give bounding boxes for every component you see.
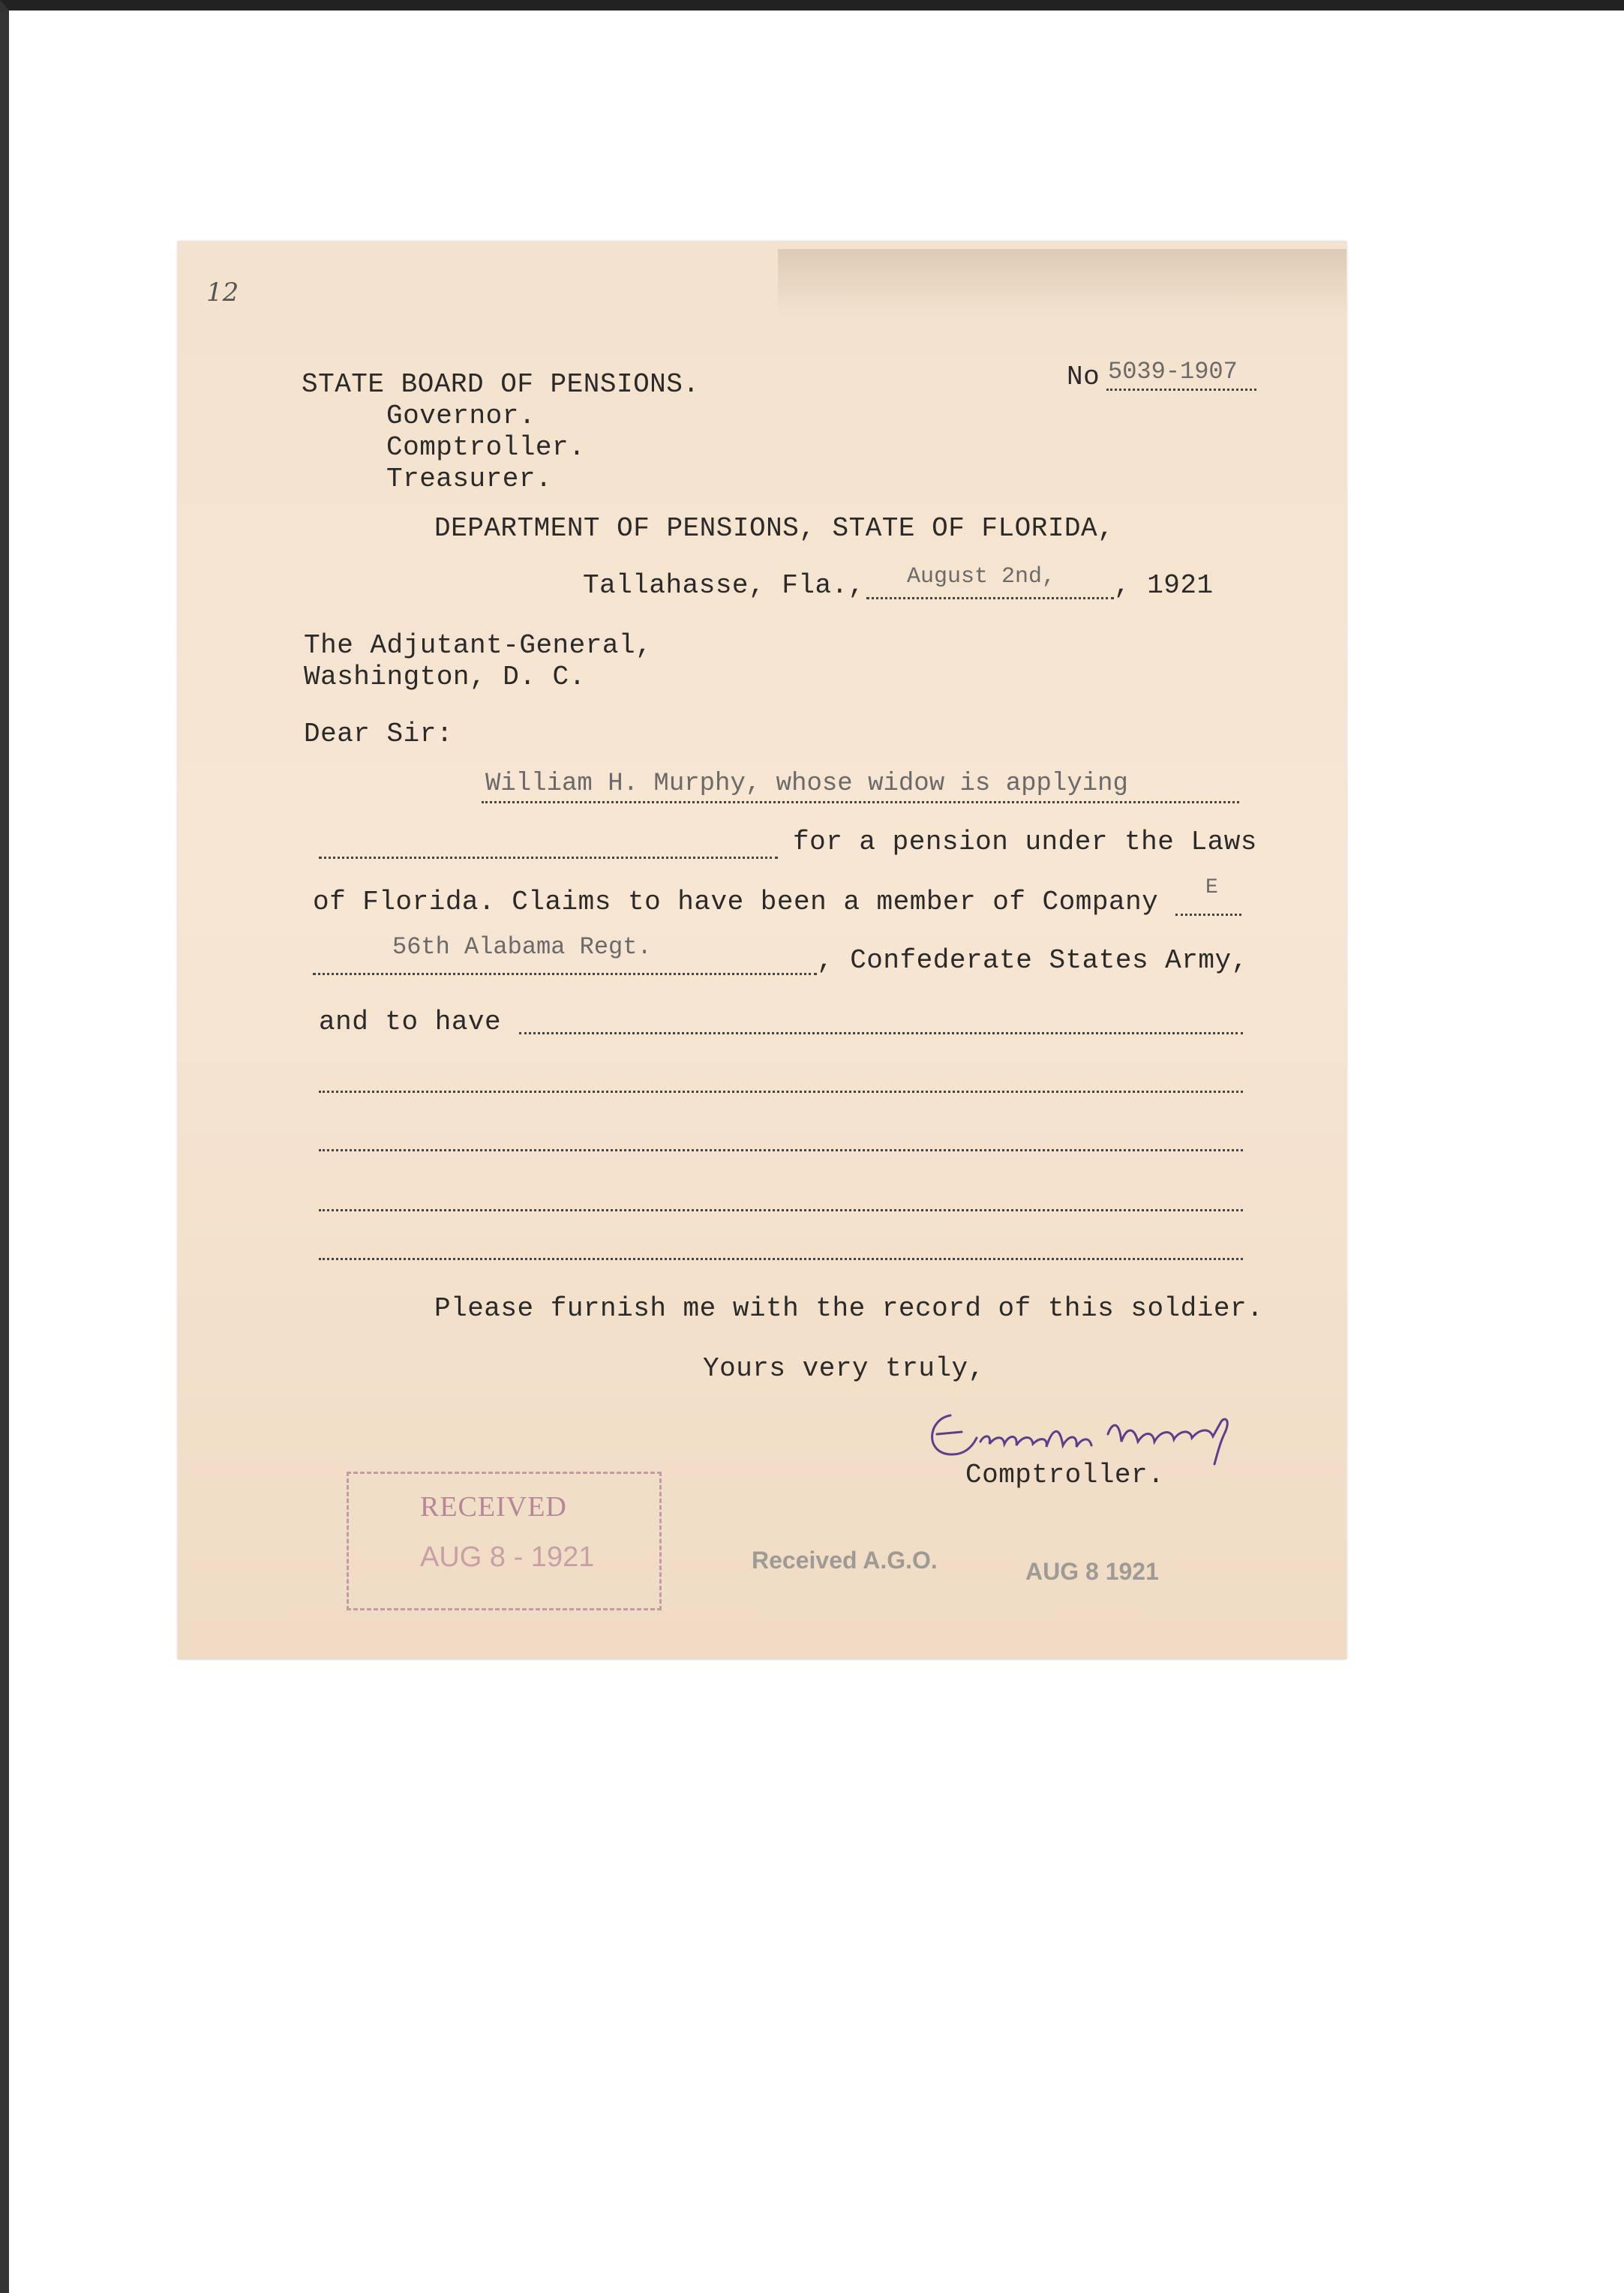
margin-note: 12 [206, 278, 239, 308]
name-line-continued [319, 857, 778, 859]
request-text: Please furnish me with the record of this soldier. [434, 1293, 1264, 1324]
ago-stamp-date: AUG 8 1921 [1025, 1558, 1159, 1585]
name-line [482, 801, 1239, 803]
closing-text: Yours very truly, [703, 1353, 985, 1384]
pension-letter [178, 242, 1346, 1659]
addressee-title: The Adjutant-General, [304, 630, 653, 661]
regiment-value: 56th Alabama Regt. [392, 933, 652, 961]
detail-line-2 [319, 1091, 1243, 1093]
dateline-year: , 1921 [1114, 570, 1214, 601]
received-stamp-date: AUG 8 - 1921 [420, 1541, 595, 1573]
army-text: , Confederate States Army, [817, 945, 1248, 976]
detail-line-3 [319, 1149, 1243, 1151]
salutation: Dear Sir: [304, 719, 453, 749]
date-line [866, 597, 1114, 599]
department-heading: DEPARTMENT OF PENSIONS, STATE OF FLORIDA, [434, 513, 1115, 544]
and-to-have-text: and to have [319, 1007, 502, 1037]
detail-line-4 [319, 1209, 1243, 1211]
member-comptroller: Comptroller. [386, 432, 586, 463]
company-line [1175, 914, 1241, 916]
number-line [1106, 389, 1256, 391]
ago-stamp-label: Received A.G.O. [752, 1547, 938, 1574]
claims-text: of Florida. Claims to have been a member of Company [313, 887, 1159, 917]
soldier-name-value: William H. Murphy, whose widow is applying [485, 770, 1128, 798]
member-treasurer: Treasurer. [386, 464, 553, 494]
regiment-line [313, 973, 817, 975]
addressee-city: Washington, D. C. [304, 662, 586, 692]
number-prefix: No [1067, 362, 1100, 392]
number-value: 5039-1907 [1108, 358, 1238, 386]
board-heading: STATE BOARD OF PENSIONS. [302, 369, 700, 400]
detail-line-5 [319, 1258, 1243, 1260]
detail-line-1 [519, 1032, 1243, 1034]
dateline-place: Tallahasse, Fla., [583, 570, 865, 601]
member-governor: Governor. [386, 401, 536, 431]
signature-title: Comptroller. [965, 1460, 1165, 1490]
received-stamp [347, 1472, 662, 1610]
comptroller-signature [920, 1400, 1258, 1468]
company-value: E [1205, 876, 1218, 899]
date-value: August 2nd, [907, 564, 1056, 590]
pension-text: for a pension under the Laws [793, 827, 1257, 857]
received-stamp-label: RECEIVED [420, 1491, 567, 1523]
